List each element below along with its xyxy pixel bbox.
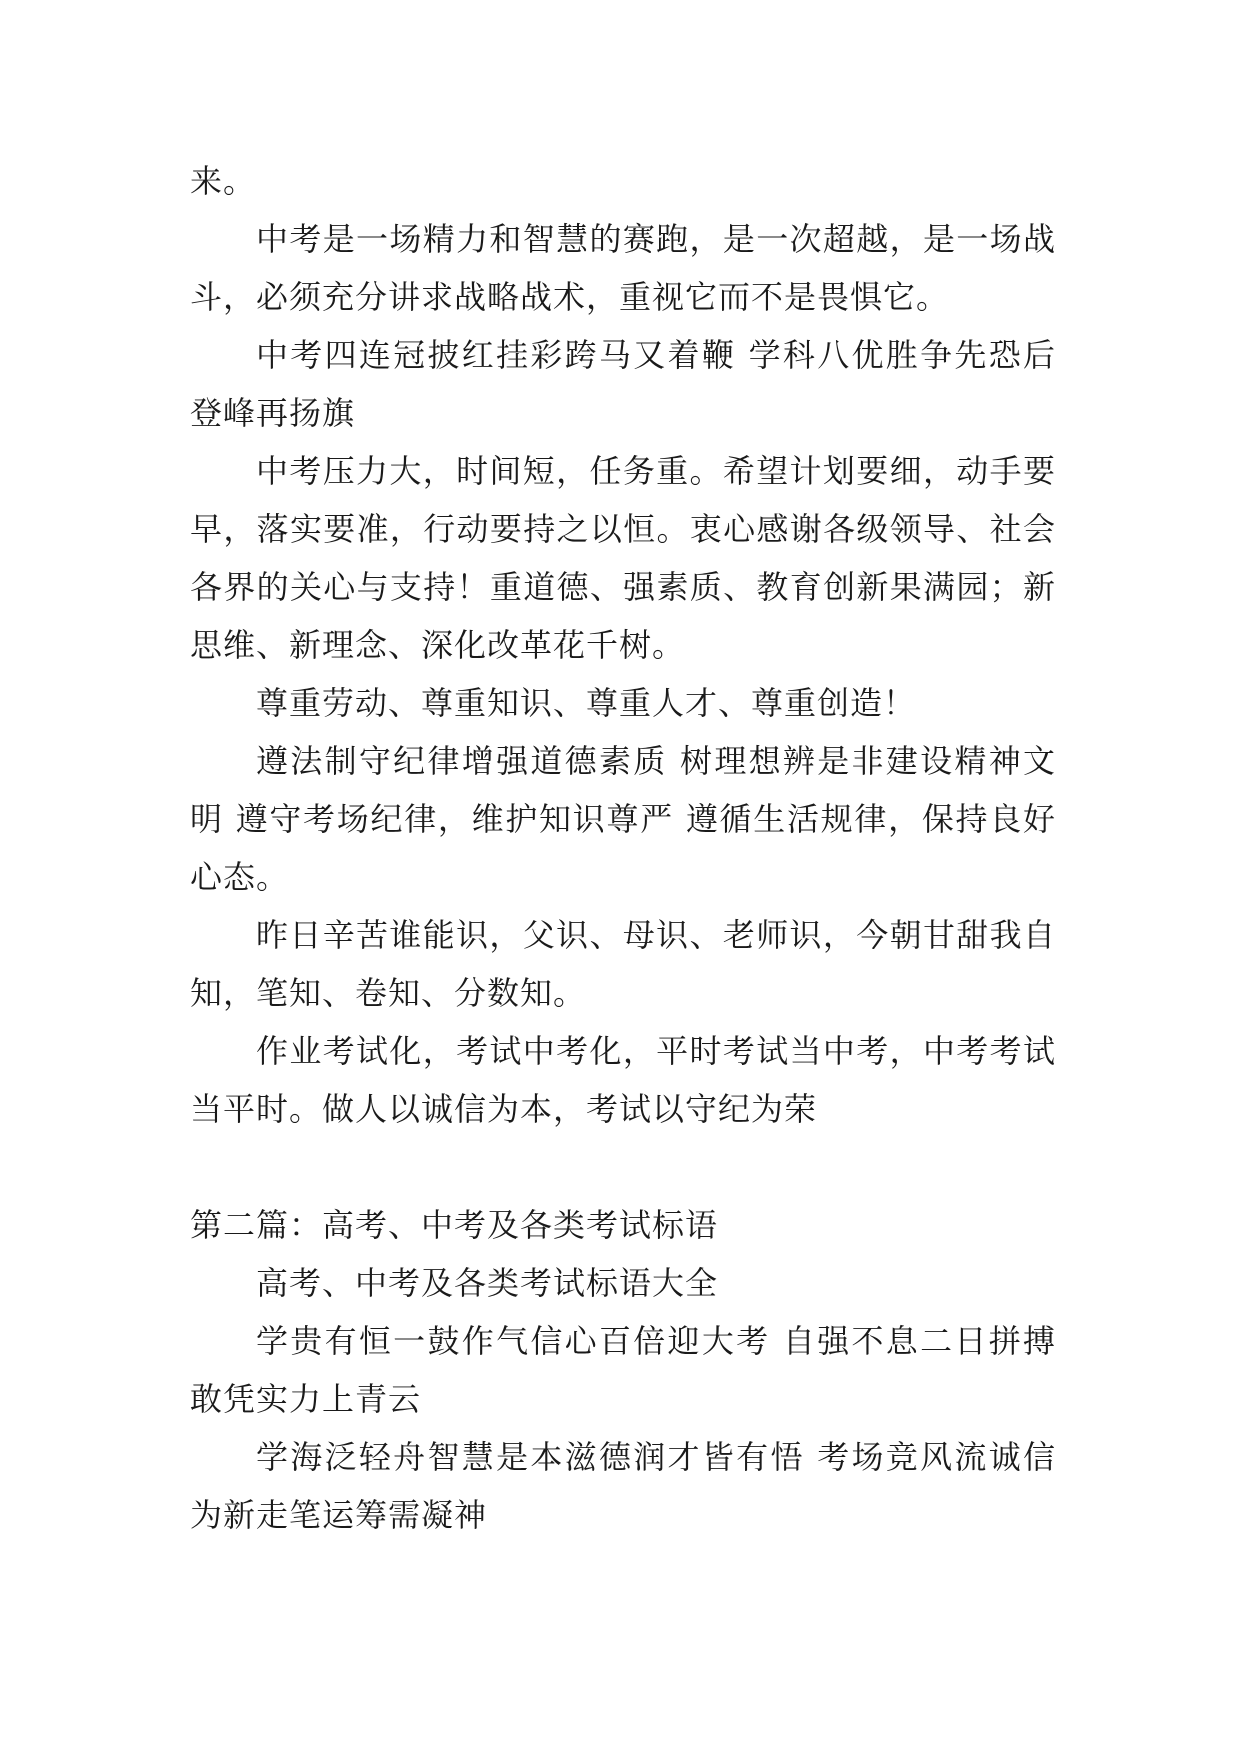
paragraph: 学贵有恒一鼓作气信心百倍迎大考 自强不息二日拼搏敢凭实力上青云: [190, 1322, 1056, 1418]
paragraph: 昨日辛苦谁能识，父识、母识、老师识，今朝甘甜我自知，笔知、卷知、分数知。: [190, 916, 1056, 1012]
paragraph: 遵法制守纪律增强道德素质 树理想辨是非建设精神文明 遵守考场纪律，维护知识尊严 遵循生活规律，保持良好心态。: [190, 742, 1056, 896]
paragraph: 中考是一场精力和智慧的赛跑，是一次超越，是一场战斗，必须充分讲求战略战术，重视它而不是畏惧它。: [190, 220, 1056, 316]
paragraph: 作业考试化，考试中考化，平时考试当中考，中考考试当平时。做人以诚信为本，考试以守纪为荣: [190, 1032, 1056, 1128]
paragraph: 中考压力大，时间短，任务重。希望计划要细，动手要早，落实要准，行动要持之以恒。衷心感谢各级领导、社会各界的关心与支持！重道德、强素质、教育创新果满园；新思维、新理念、深化改革花千树。: [190, 452, 1056, 664]
document-body: [190, 152, 1056, 1544]
paragraph: 尊重劳动、尊重知识、尊重人才、尊重创造！: [256, 684, 917, 722]
section-heading: 第二篇：高考、中考及各类考试标语: [190, 1206, 719, 1244]
paragraph: 高考、中考及各类考试标语大全: [256, 1264, 719, 1302]
paragraph: 中考四连冠披红挂彩跨马又着鞭 学科八优胜争先恐后登峰再扬旗: [190, 336, 1056, 432]
paragraph-continuation: 来。: [190, 162, 257, 200]
paragraph: 学海泛轻舟智慧是本滋德润才皆有悟 考场竞风流诚信为新走笔运筹需凝神: [190, 1438, 1056, 1534]
